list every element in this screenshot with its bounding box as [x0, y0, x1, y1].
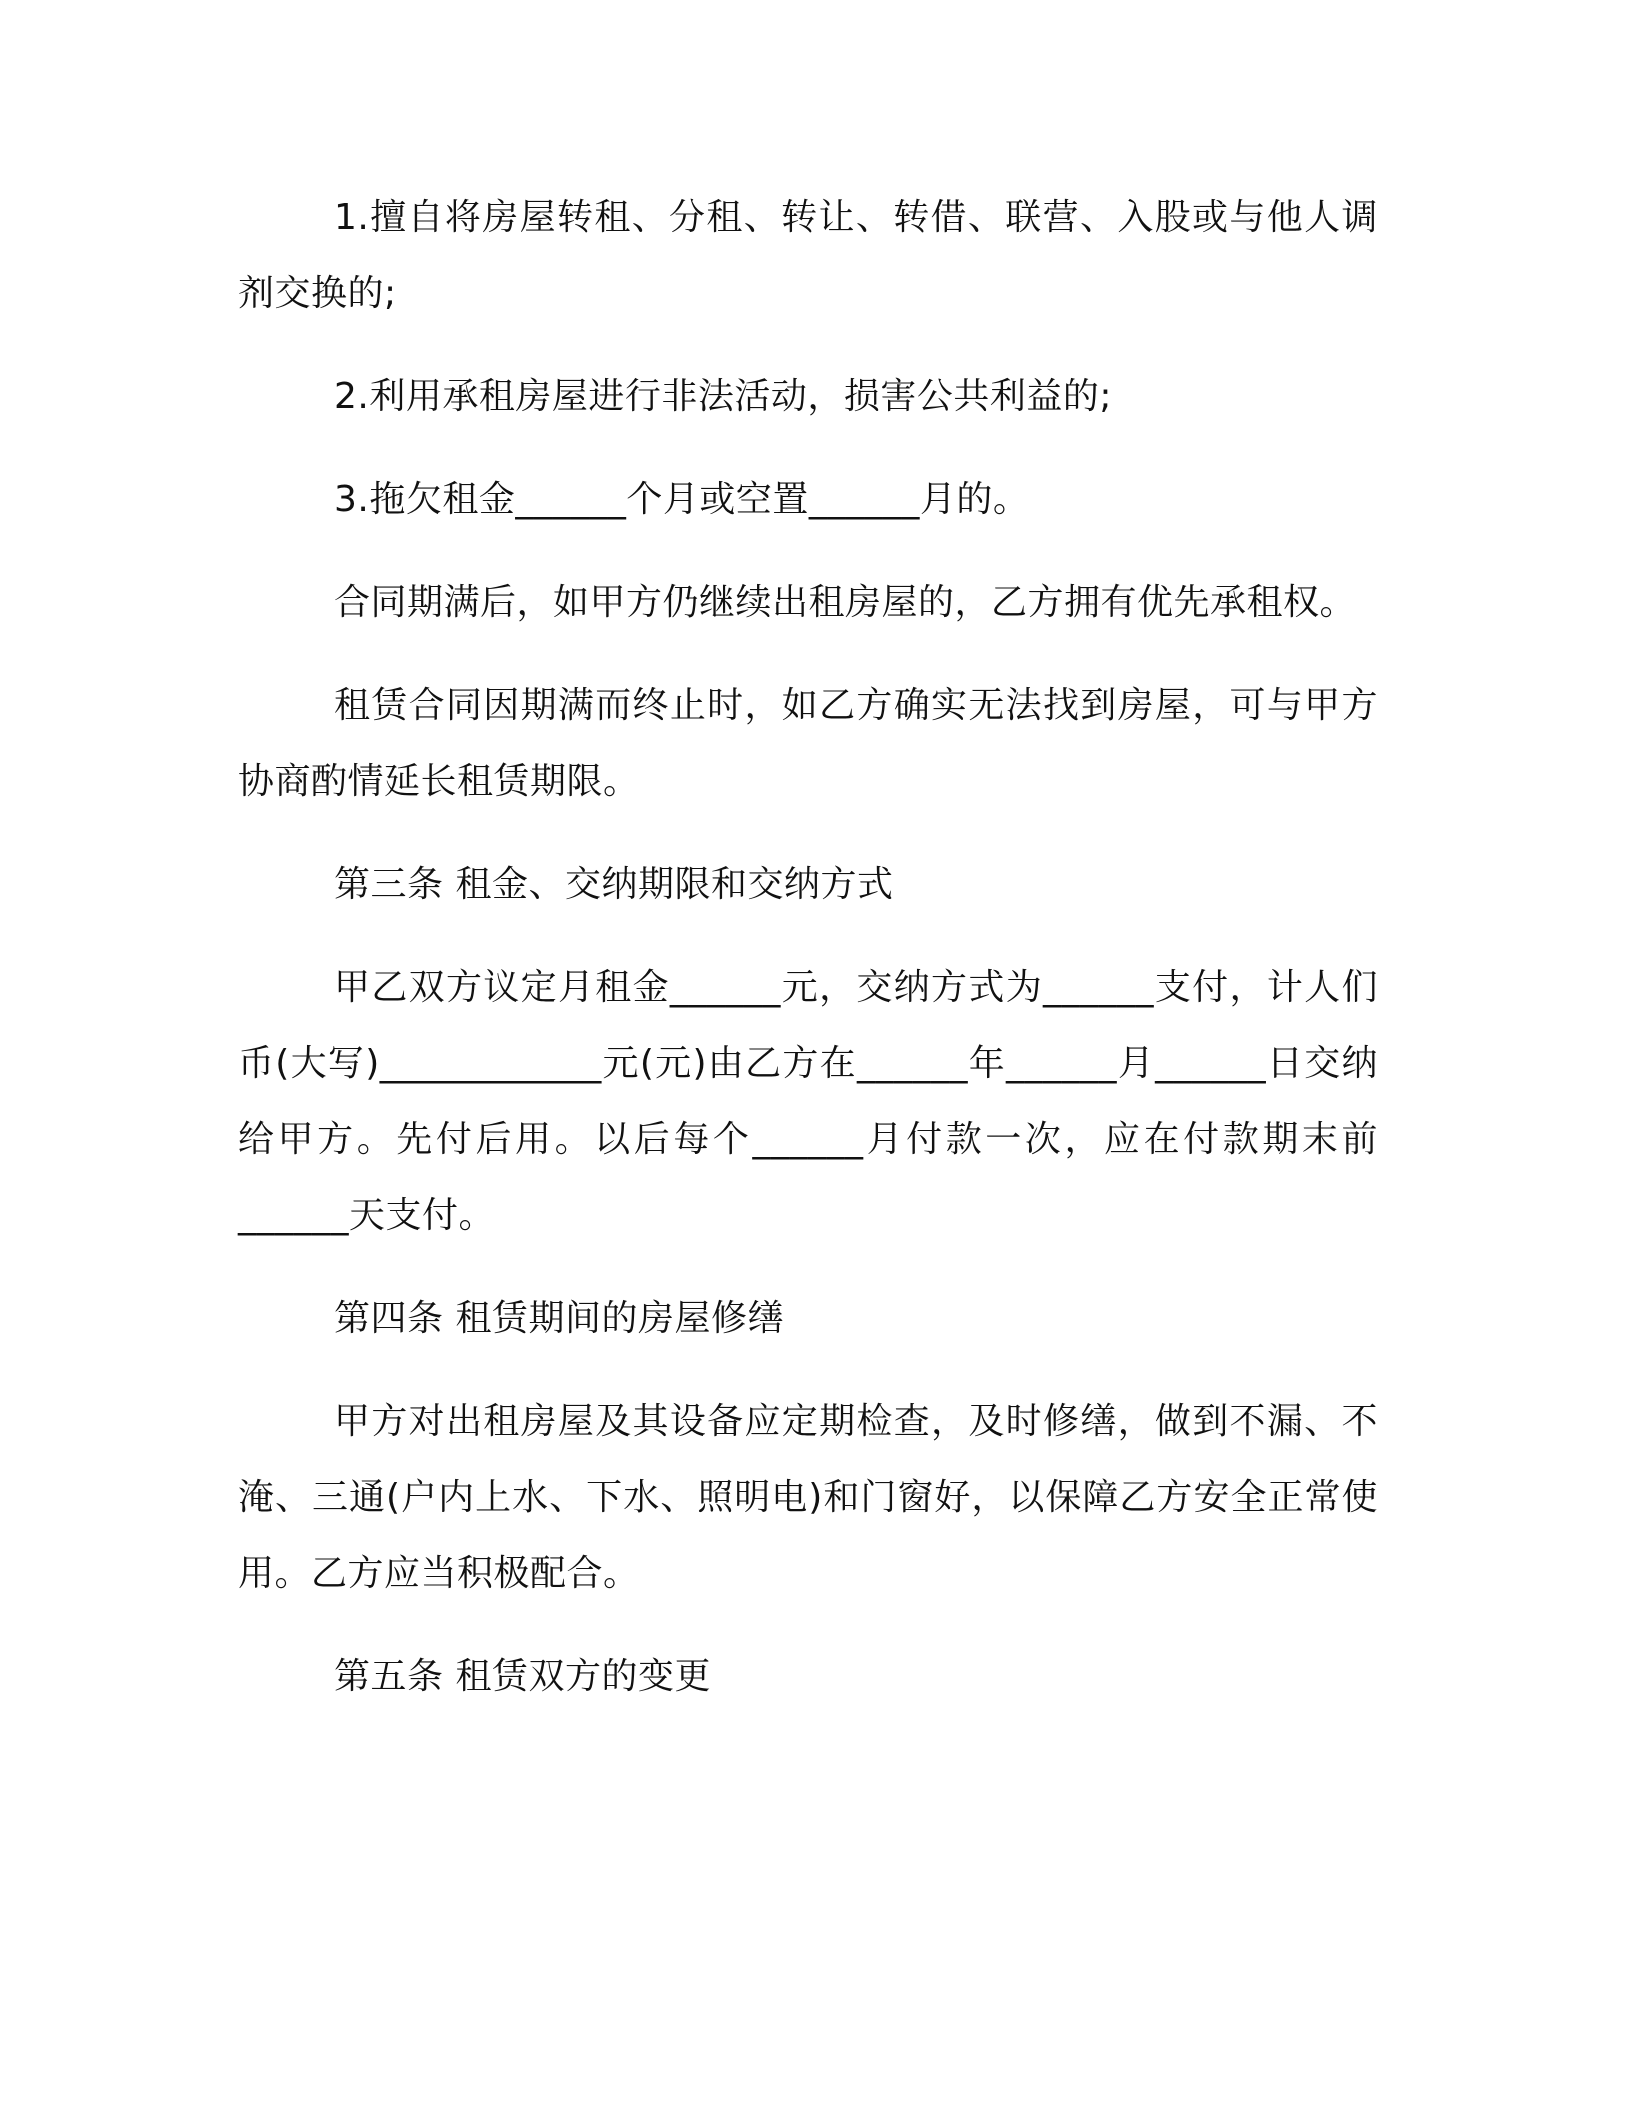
clause-item-3: 3.拖欠租金______个月或空置______月的。 — [334, 479, 1030, 520]
document-body — [238, 180, 1378, 1742]
clause-item-1: 1.擅自将房屋转租、分租、转让、转借、联营、入股或与他人调剂交换的; — [238, 197, 1378, 314]
lease-extension-paragraph: 租赁合同因期满而终止时，如乙方确实无法找到房屋，可与甲方协商酌情延长租赁期限。 — [238, 685, 1378, 802]
rent-payment-paragraph: 甲乙双方议定月租金______元，交纳方式为______支付，计人们币(大写)____________元(元)由乙方在______年______月______日交纳给甲方。先付后用。以后每个______月付款一次，应在付款期末前______天支付。 — [238, 967, 1378, 1236]
repair-paragraph: 甲方对出租房屋及其设备应定期检查，及时修缮，做到不漏、不淹、三通(户内上水、下水、照明电)和门窗好，以保障乙方安全正常使用。乙方应当积极配合。 — [238, 1401, 1378, 1594]
clause-item-2: 2.利用承租房屋进行非法活动，损害公共利益的; — [334, 376, 1112, 417]
article-4-heading: 第四条 租赁期间的房屋修缮 — [334, 1298, 784, 1339]
priority-lease-paragraph: 合同期满后，如甲方仍继续出租房屋的，乙方拥有优先承租权。 — [334, 582, 1357, 623]
article-5-heading: 第五条 租赁双方的变更 — [334, 1656, 711, 1697]
article-3-heading: 第三条 租金、交纳期限和交纳方式 — [334, 864, 894, 905]
